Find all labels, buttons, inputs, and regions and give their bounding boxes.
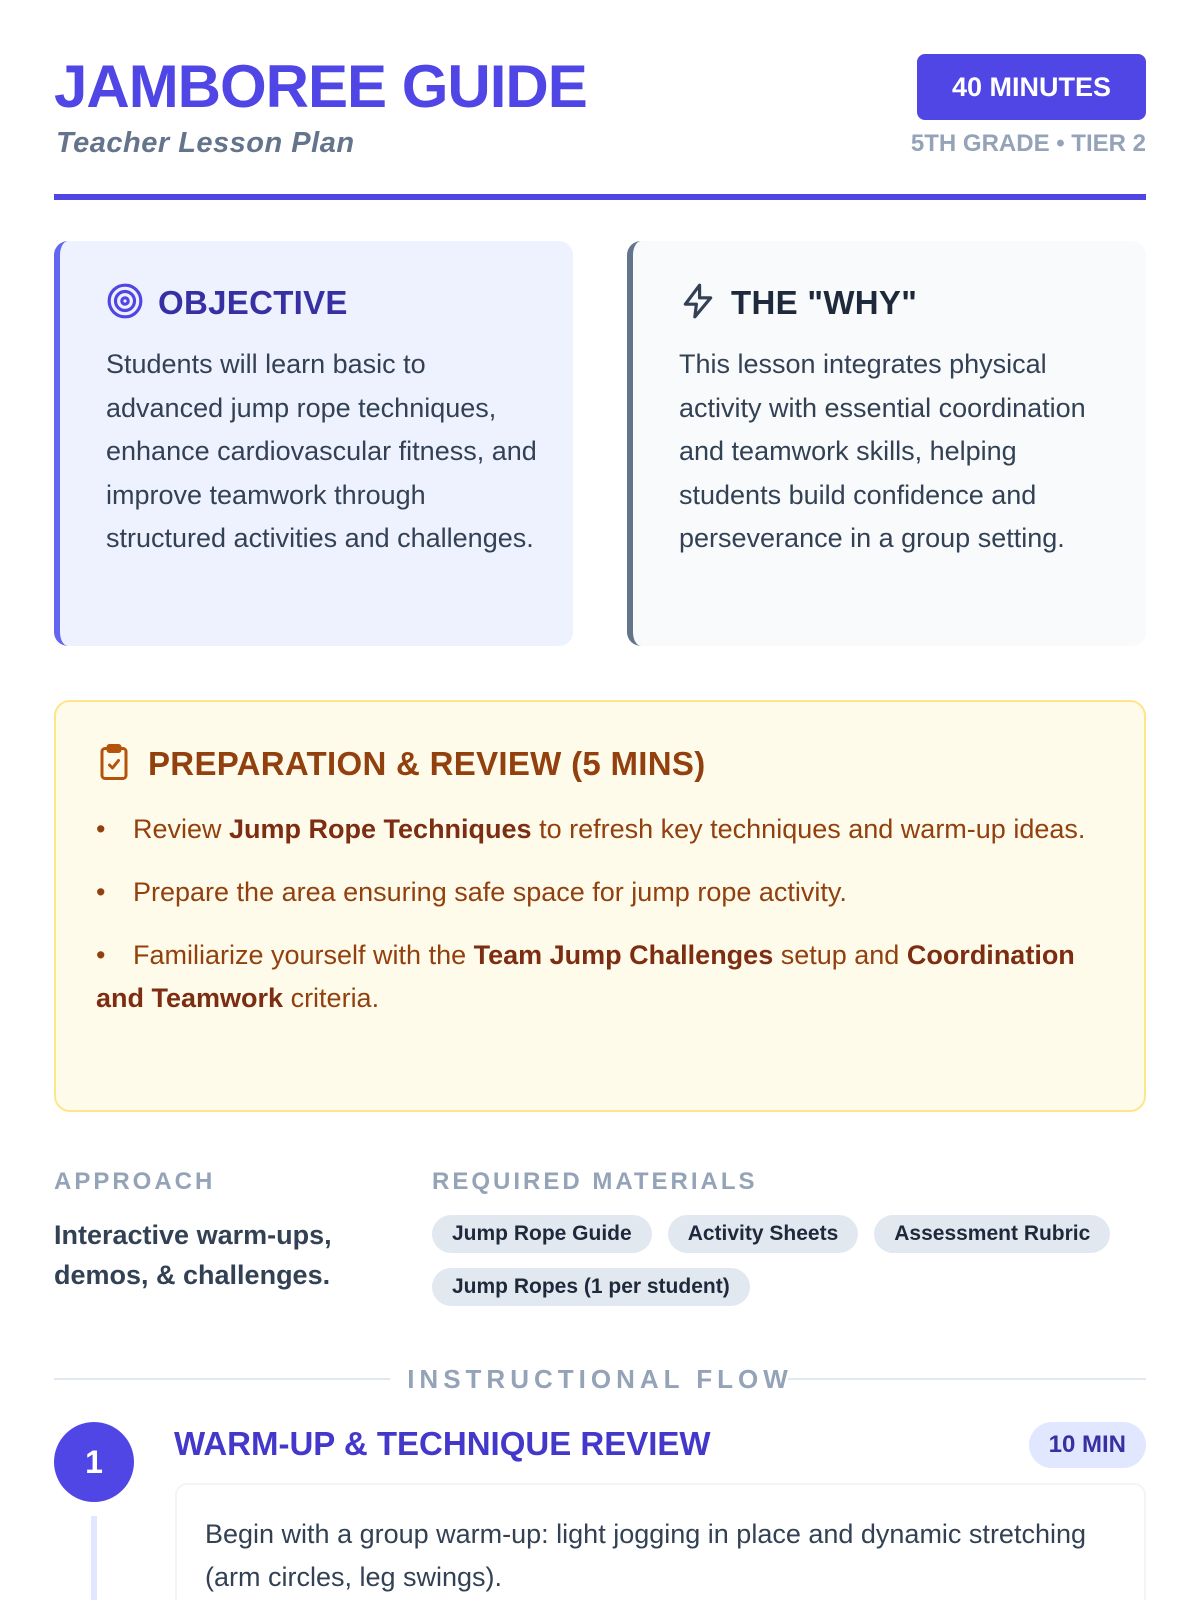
- step-description: Begin with a group warm-up: light jogging in place and dynamic stretching (arm circles, leg swings).: [205, 1519, 1086, 1592]
- duration-badge: 40 MINUTES: [917, 54, 1146, 120]
- step-number: 1: [54, 1422, 134, 1502]
- step-title: WARM-UP & TECHNIQUE REVIEW: [174, 1425, 711, 1462]
- objective-card: [54, 241, 573, 646]
- objective-text: Students will learn basic to advanced jump rope techniques, enhance cardiovascular fitness, and improve teamwork through structured activities and challenges.: [106, 349, 537, 553]
- preparation-title: PREPARATION & REVIEW (5 MINS): [148, 745, 706, 782]
- material-chip: Assessment Rubric: [874, 1215, 1110, 1253]
- preparation-section: [54, 700, 1146, 1112]
- lesson-plan-page: [54, 0, 1146, 1600]
- flow-heading: INSTRUCTIONAL FLOW: [407, 1364, 793, 1394]
- why-card: [627, 241, 1146, 646]
- approach-label: APPROACH: [54, 1168, 216, 1195]
- step-description-box: [175, 1483, 1146, 1600]
- objective-title: OBJECTIVE: [158, 284, 348, 321]
- clipboard-check-icon: [96, 742, 148, 787]
- page-subtitle: Teacher Lesson Plan: [56, 127, 355, 159]
- materials-list: [432, 1215, 1132, 1306]
- material-chip: Activity Sheets: [668, 1215, 859, 1253]
- list-item: • Prepare the area ensuring safe space for jump rope activity.: [96, 877, 847, 907]
- list-item: • Review Jump Rope Techniques to refresh key techniques and warm-up ideas.: [96, 814, 1086, 844]
- approach-text: Interactive warm-ups, demos, & challenges.: [54, 1220, 332, 1290]
- why-text: This lesson integrates physical activity with essential coordination and teamwork skills, helping students build confidence and perseverance in a group setting.: [679, 349, 1086, 553]
- lightning-icon: [679, 282, 731, 325]
- header-divider: [54, 194, 1146, 200]
- preparation-list: [96, 808, 1104, 1020]
- page-title: JAMBOREE GUIDE: [54, 53, 587, 120]
- material-chip: Jump Rope Guide: [432, 1215, 652, 1253]
- materials-label: REQUIRED MATERIALS: [432, 1168, 758, 1195]
- list-item: • Familiarize yourself with the Team Jump Challenges setup and Coordination and Teamwork criteria.: [96, 940, 1075, 1013]
- step-time-badge: 10 MIN: [1029, 1422, 1146, 1468]
- material-chip: Jump Ropes (1 per student): [432, 1268, 750, 1306]
- why-title: THE "WHY": [731, 284, 918, 321]
- step-connector: [91, 1516, 97, 1600]
- target-icon: [106, 282, 158, 325]
- grade-tier-label: 5TH GRADE • TIER 2: [910, 130, 1146, 157]
